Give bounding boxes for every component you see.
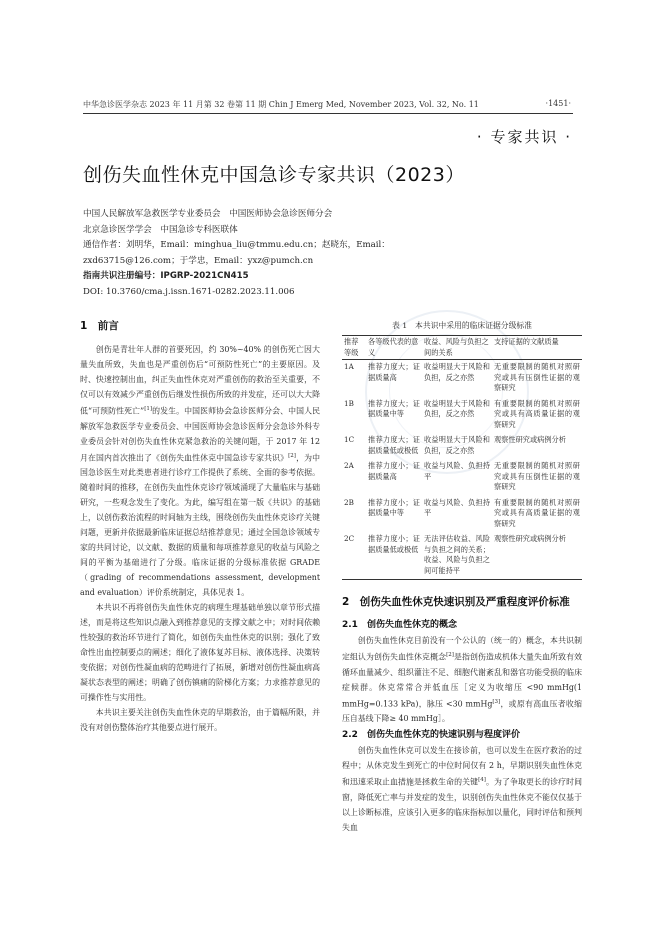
table-cell: 1A <box>344 362 354 371</box>
paragraph: 本共识不再将创伤失血性休克的病理生理基础单独以章节形式描述，而是将这些知识点融入到推荐意见的支撑文献之中；对时间依赖性较强的救治环节进行了简化，如创伤失血性休克的识别；强化了致命性出血控制要点的阐述；细化了液体复苏目标、液体选择、决策转变依据；对创伤性凝血病的范畴进行了拓展，新增对创伤性凝血病高凝状态表型的阐述；明确了创伤镇痛的阶梯化方案；力求推荐意见的可操作性与实用性。 <box>80 603 320 703</box>
table-caption: 表 1 本共识中采用的临床证据分级标准 <box>392 321 532 330</box>
table-cell: 观察性研究或病例分析 <box>494 435 566 444</box>
table-cell: 收益明显大于风险和负担，反之亦然 <box>424 398 490 418</box>
table-cell: 1B <box>344 398 354 408</box>
table-cell: 推荐力度大；证据质量高 <box>368 362 420 382</box>
table-cell: 推荐力度小；证据质量中等 <box>368 497 420 517</box>
text: 创伤是青壮年人群的首要死因，约 30%~40% 的创伤死亡因大量失血所致，失血也是严重创伤后“可预防性死亡”的主要原因。及时、快速控制出血，纠正失血性休克对严重创伤的救治至关重要，不仅可以有效减少严重创伤后继发性损伤所致的并发症，还可以大大降低“可预防性死亡” <box>80 345 320 416</box>
subsection-heading: 2.1 创伤失血性休克的概念 <box>342 620 457 630</box>
reference[interactable]: [1] <box>144 406 152 412</box>
table-row <box>342 532 582 580</box>
subsection-heading: 2.2 创伤失血性休克的快速识别与程度评价 <box>342 730 520 741</box>
reference[interactable]: [4] <box>478 777 486 784</box>
text: 创伤失血性休克可以发生在接诊前，也可以发生在医疗救治的过程中；从休克发生到死亡的中位时间仅有 2 h，早期识别失血性休克和迅速采取止血措施是拯救生命的关键 <box>342 746 582 787</box>
paragraph <box>342 743 582 835</box>
running-header-text: 中华急诊医学杂志 2023 年 11 月第 32 卷第 11 期 Chin J Emerg Med, November 2023, Vol. 32, No. 11 <box>83 100 479 109</box>
paragraph <box>342 633 582 726</box>
authors-line: 中国人民解放军急救医学专业委员会 中国医师协会急诊医师分会 <box>83 209 333 219</box>
text: ，或原有高血压者收缩压自基线下降≥ 40 mmHg］。 <box>342 699 582 724</box>
table-row <box>342 397 582 434</box>
table-row <box>342 360 582 397</box>
table-cell: 有重要限制的随机对照研究或具有高质量证据的观察研究 <box>494 497 580 528</box>
table-header-row <box>342 336 582 360</box>
table-cell: 2B <box>344 497 354 507</box>
table-cell: 2C <box>344 534 355 543</box>
table-cell: 无法评估收益、风险与负担之间的关系；收益、风险与负担之间可能持平 <box>424 534 490 575</box>
text: ，为中国急诊医生对此类患者进行诊疗工作提供了系统、全面的参考依据。随着时间的推移，在创伤失血性休克诊疗领域涌现了大量临床与基础研究，一些观念发生了变化。为此，编写组在第一版《共识》的基础上，以创伤救治流程的时间轴为主线，围绕创伤失血性休克诊疗关键问题，更新并依据最新临床证据总结推荐意见；通过全国急诊领域专家的共同讨论，以文献、数据的质量和每项推荐意见的收益与风险之间的平衡为基础进行了分级。临床证据的分级标准依据 GRADE（grading of recommendations assessment, development and evaluation）评价系统制定，具体见表 1。 <box>80 453 320 598</box>
table-header: 支持证据的文献质量 <box>492 336 582 360</box>
table-cell: 推荐力度大；证据质量低或极低 <box>368 435 420 455</box>
table-cell: 2A <box>344 461 354 470</box>
table-row <box>342 496 582 533</box>
doi: DOI: 10.3760/cma.j.issn.1671-0282.2023.11.006 <box>83 286 295 297</box>
table-row <box>342 433 582 459</box>
table-cell: 推荐力度小；证据质量高 <box>368 461 420 481</box>
header-rule <box>83 113 573 114</box>
table-row <box>342 459 582 496</box>
table-cell: 有重要限制的随机对照研究或具有高质量证据的观察研究 <box>494 398 580 429</box>
reference[interactable]: [2] <box>288 452 296 459</box>
reference[interactable]: [3] <box>492 698 501 705</box>
text: 。为了争取更长的诊疗时间窗，降低死亡率与并发症的发生，识别创伤失血性休克不能仅仅基于以上诊断标准，应该引入更多的临床指标加以量化，同时评估和预判失血 <box>342 777 582 832</box>
table-header: 各等级代表的意义 <box>366 336 422 360</box>
section-heading: 1 前言 <box>80 320 119 332</box>
table-cell: 无重要限制的随机对照研究或具有压倒性证据的观察研究 <box>494 461 580 491</box>
evidence-table <box>342 318 582 580</box>
column-label: · 专家共识 · <box>476 128 572 146</box>
text: 创伤失血性休克目前没有一个公认的（统一的）概念，本共识制定组认为创伤失血性休克概念 <box>342 636 582 662</box>
table-cell: 推荐力度小；证据质量低或极低 <box>368 534 420 554</box>
reference[interactable]: [2] <box>446 652 454 658</box>
table-cell: 1C <box>344 435 355 444</box>
left-column <box>80 318 320 735</box>
text: 是指创伤造成机体大量失血所致有效循环血量减少、组织灌注不足、细胞代谢紊乱和器官功能受损的临床症候群。休克常常合并低血压［定义为收缩压 <90 mmHg(1 mmHg=0.133 kPa)，脉压 <30 mmHg <box>342 652 582 709</box>
table <box>342 335 582 580</box>
correspondence-line: 通信作者：刘明华，Email：minghua_liu@tmmu.edu.cn；赵晓东，Email： <box>83 240 390 250</box>
paragraph: 本共识主要关注创伤失血性休克的早期救治，由于篇幅所限，并没有对创伤整体治疗其他要点进行展开。 <box>80 708 320 733</box>
running-header <box>83 99 571 110</box>
table-cell: 收益与风险、负担持平 <box>424 497 490 517</box>
table-cell: 推荐力度大；证据质量中等 <box>368 398 420 418</box>
table-header: 收益、风险与负担之间的关系 <box>422 336 492 360</box>
table-cell: 无重要限制的随机对照研究或具有压倒性证据的观察研究 <box>494 362 580 392</box>
table-header: 推荐等级 <box>342 336 366 360</box>
table-cell: 收益明显大于风险和负担，反之亦然 <box>424 362 490 382</box>
authors-line: 北京急诊医学学会 中国急诊专科医联体 <box>83 224 238 235</box>
register-number: 指南共识注册编号：IPGRP-2021CN415 <box>83 271 249 281</box>
text: 的发生。中国医师协会急诊医师分会、中国人民解放军急救医学专业委员会、中国医师协会急诊医师分会急诊外科专业委员会针对创伤失血性休克紧急救治的关键问题，于 2017 年 12 月在国内首次推出了《创伤失血性休克中国急诊专家共识》 <box>80 406 320 463</box>
table-cell: 观察性研究或病例分析 <box>494 534 566 543</box>
right-column <box>342 318 582 835</box>
section-heading: 2 创伤失血性休克快速识别及严重程度评价标准 <box>342 596 570 608</box>
article-meta <box>83 207 573 300</box>
table-cell: 收益与风险、负担持平 <box>424 461 490 481</box>
table-cell: 收益明显大于风险和负担，反之亦然 <box>424 435 490 455</box>
article-title: 创伤失血性休克中国急诊专家共识（2023） <box>83 164 465 186</box>
page-number: ·1451· <box>545 99 571 108</box>
paragraph <box>80 342 320 600</box>
correspondence-line: zxd63715@126.com；于学忠，Email：yxz@pumch.cn <box>83 255 314 266</box>
